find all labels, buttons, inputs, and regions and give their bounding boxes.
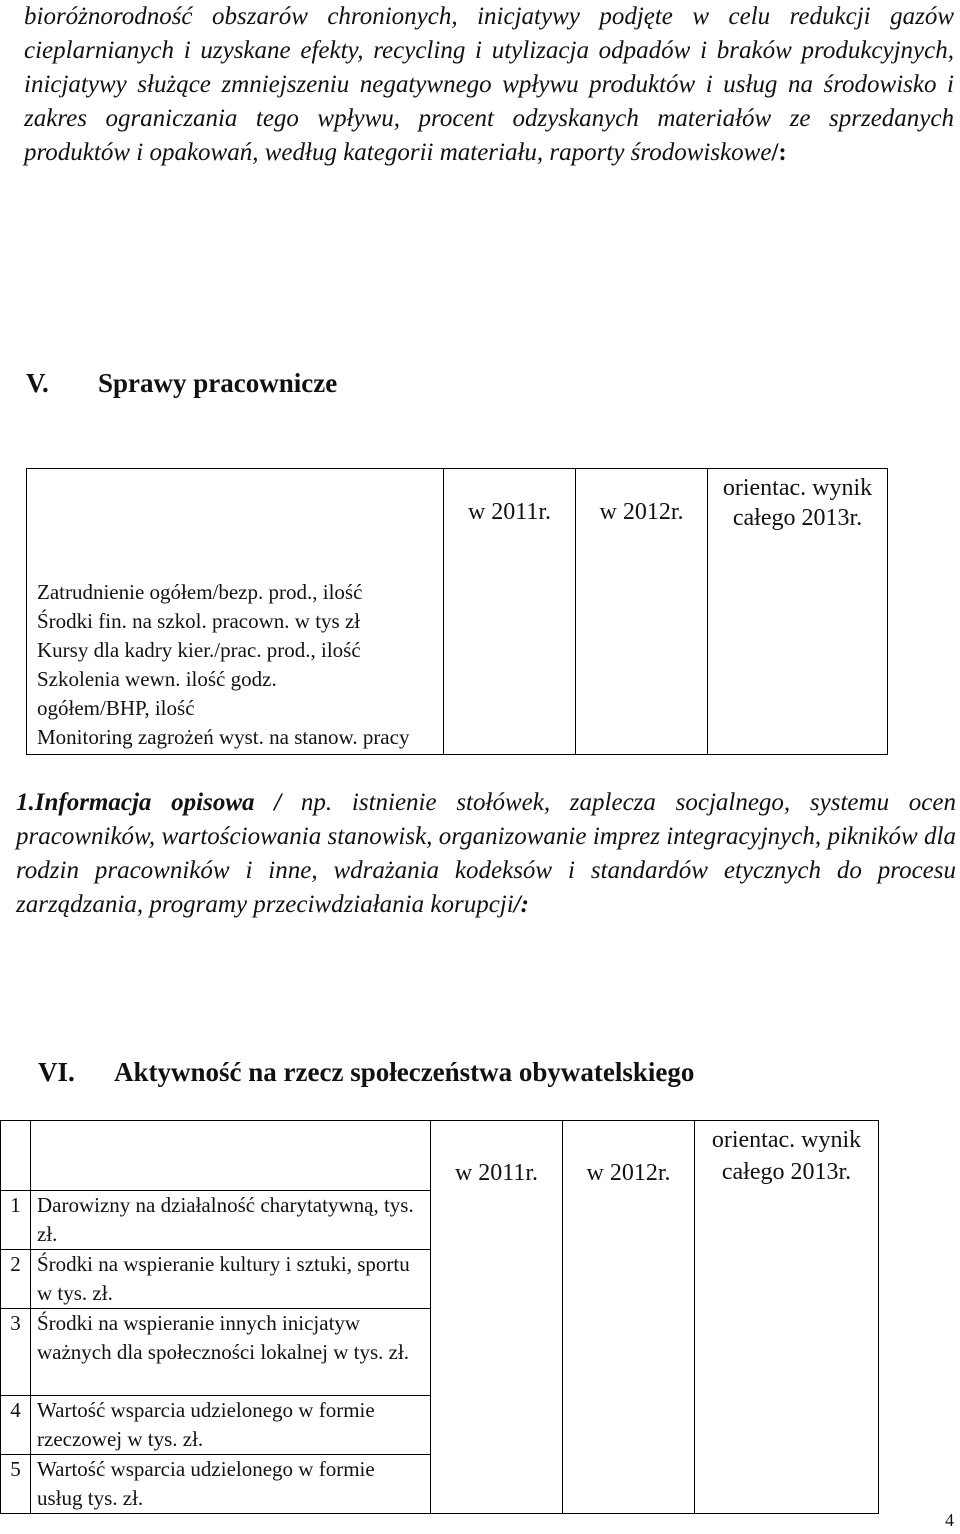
table-v-col-2011: w 2011r.	[444, 469, 576, 755]
table-vi-col-2013: orientac. wynik całego 2013r.	[695, 1121, 879, 1514]
row-number: 4	[1, 1396, 31, 1455]
row-label: Darowizny na działalność charytatywną, tys. zł.	[31, 1191, 431, 1250]
info-lead: 1.Informacja opisowa /	[16, 789, 282, 816]
row-label: Wartość wsparcia udzielonego w formie usług tys. zł.	[31, 1455, 431, 1514]
table-v-col-2012: w 2012r.	[576, 469, 708, 755]
table-vi-col-2012: w 2012r.	[563, 1121, 695, 1514]
row-label: Środki na wspieranie innych inicjatyw ważnych dla społeczności lokalnej w tys. zł.	[31, 1309, 431, 1396]
row-label: Środki na wspieranie kultury i sztuki, sportu w tys. zł.	[31, 1250, 431, 1309]
table-v-row-4: Monitoring zagrożeń wyst. na stanow. pracy	[37, 725, 410, 749]
section-vi-number: VI.	[38, 1057, 75, 1087]
civil-society-table	[0, 1120, 879, 1514]
section-v-heading	[26, 367, 337, 399]
section-vi-title: Aktywność na rzecz społeczeństwa obywatelskiego	[114, 1057, 695, 1087]
table-v-col-2013: orientac. wynik całego 2013r.	[708, 469, 888, 755]
table-v-label-cell	[27, 469, 444, 755]
table-v-row-1: Środki fin. na szkol. pracown. w tys zł	[37, 609, 361, 633]
intro-text: bioróżnorodność obszarów chronionych, inicjatywy podjęte w celu redukcji gazów cieplarnianych i uzyskane efekty, recycling i utylizacja odpadów i braków produkcyjnych, inicjatywy służące zmniejszeniu negatywnego wpływu produktów i usług na środowisko i zakres ograniczania tego wpływu, procent odzyskanych materiałów ze sprzedanych produktów i opakowań, według kategorii materiału, raporty środowiskowe	[24, 3, 954, 166]
info-text: np. istnienie stołówek, zaplecza socjalnego, systemu ocen pracowników, wartościowania stanowisk, organizowanie imprez integracyjnych, pikników dla rodzin pracowników i inne, wdrażania kodeksów i standardów etycznych do procesu zarządzania, programy przeciwdziałania korupcji	[16, 789, 956, 918]
table-v-row-2: Kursy dla kadry kier./prac. prod., ilość	[37, 638, 361, 662]
section-v-number: V.	[26, 368, 49, 398]
table-v-row-0: Zatrudnienie ogółem/bezp. prod., ilość	[37, 580, 363, 604]
section-v-title: Sprawy pracownicze	[98, 368, 338, 398]
table-vi-col-2011: w 2011r.	[431, 1121, 563, 1514]
section-vi-heading	[38, 1056, 694, 1088]
table-v-row-3: Szkolenia wewn. ilość godz. ogółem/BHP, ilość	[37, 667, 277, 720]
table-vi-head-label	[31, 1121, 431, 1191]
info-paragraph	[16, 786, 956, 922]
row-number: 2	[1, 1250, 31, 1309]
row-label: Wartość wsparcia udzielonego w formie rzeczowej w tys. zł.	[31, 1396, 431, 1455]
table-vi-head-n	[1, 1121, 31, 1191]
intro-paragraph	[24, 0, 954, 170]
page-number: 4	[945, 1510, 954, 1530]
info-terminator: /:	[513, 891, 529, 918]
row-number: 3	[1, 1309, 31, 1396]
employee-affairs-table	[26, 468, 888, 755]
row-number: 5	[1, 1455, 31, 1514]
row-number: 1	[1, 1191, 31, 1250]
intro-terminator: /:	[771, 139, 787, 166]
